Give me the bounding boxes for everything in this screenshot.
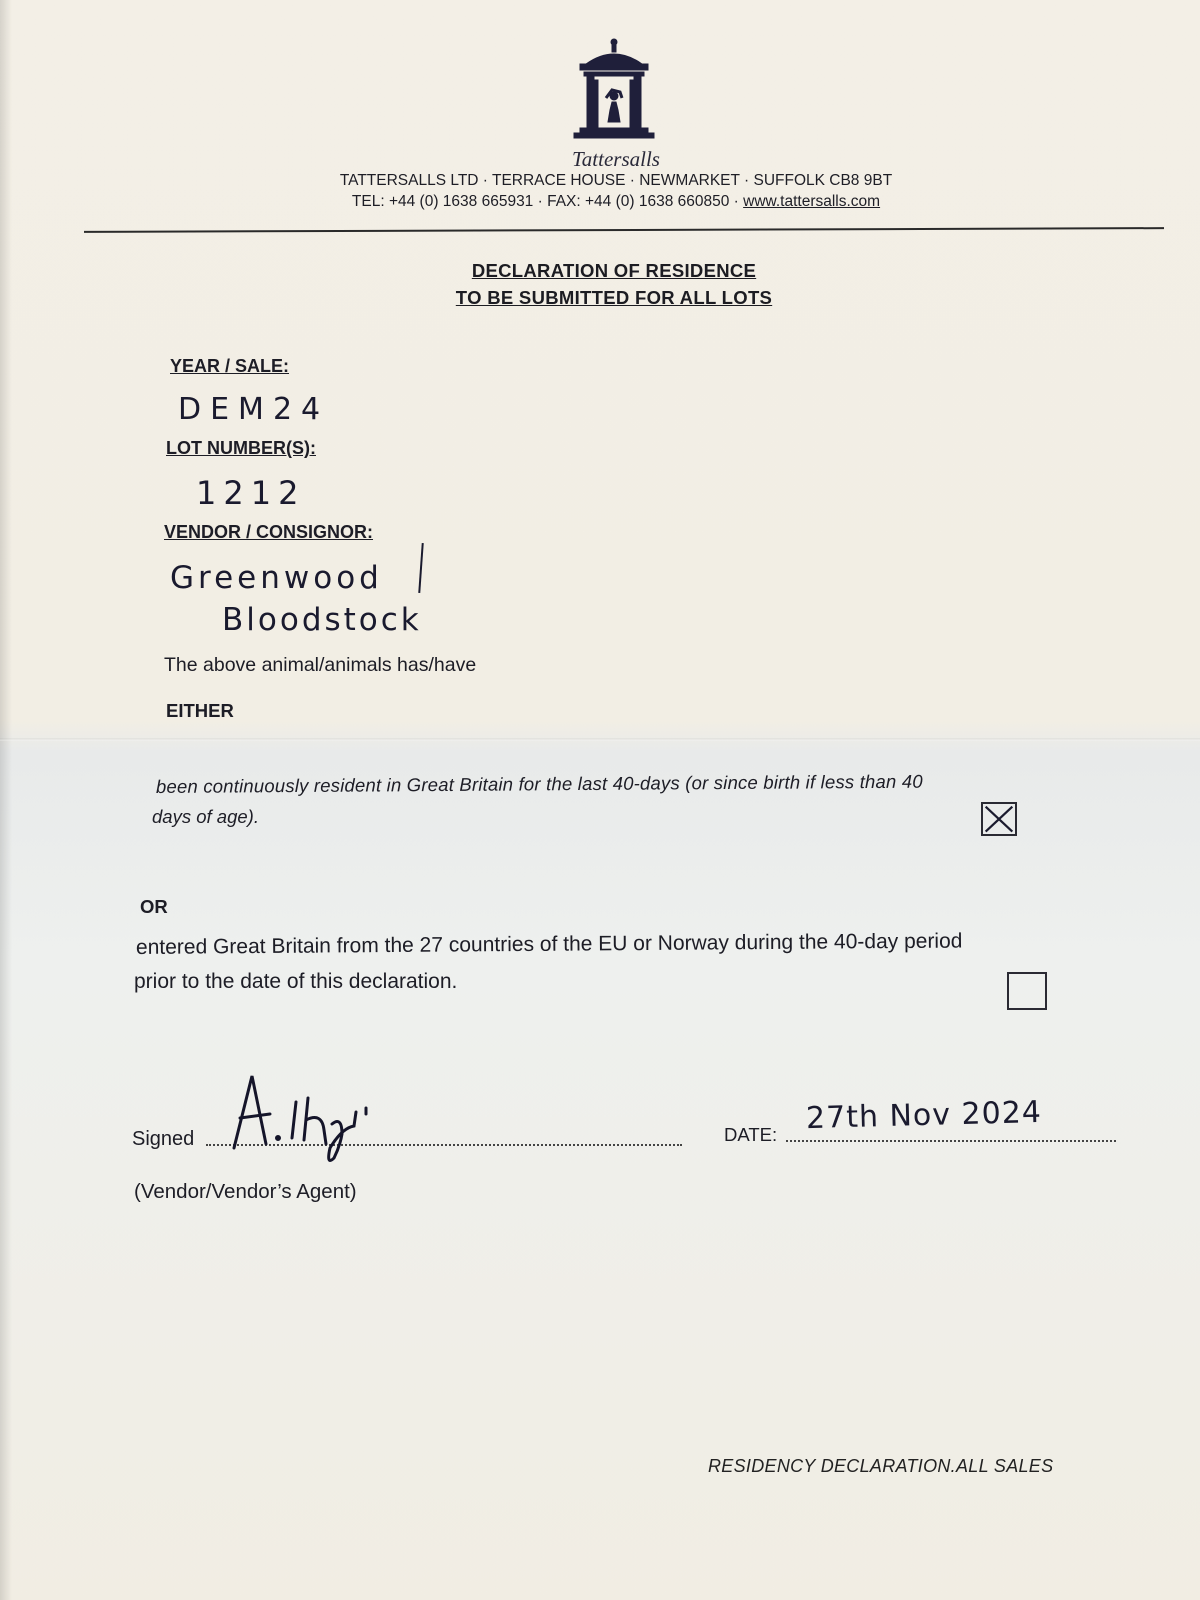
company-contact <box>0 193 1200 211</box>
checkmark-x-icon <box>983 804 1015 834</box>
or-label: OR <box>140 896 168 917</box>
handwriting-stroke <box>418 543 423 593</box>
option1-text-line2: days of age). <box>152 806 259 827</box>
paper-fold <box>0 738 1200 741</box>
signer-role: (Vendor/Vendor’s Agent) <box>134 1180 357 1203</box>
date-label: DATE: <box>724 1124 778 1145</box>
vendor-value-line1[interactable]: Greenwood <box>170 560 383 596</box>
year-sale-value[interactable]: DEM24 <box>178 392 330 427</box>
option2-text-line2: prior to the date of this declaration. <box>134 970 458 993</box>
date-line[interactable] <box>786 1140 1116 1142</box>
either-label: EITHER <box>166 700 234 721</box>
website-link[interactable]: www.tattersalls.com <box>743 193 881 210</box>
year-sale-label: YEAR / SALE: <box>170 356 290 376</box>
form-subtitle: TO BE SUBMITTED FOR ALL LOTS <box>455 287 773 308</box>
vendor-label: VENDOR / CONSIGNOR: <box>164 522 374 542</box>
paper-edge-shadow <box>0 0 12 1600</box>
option1-checkbox[interactable] <box>981 802 1017 836</box>
intro-text: The above animal/animals has/have <box>164 654 477 676</box>
vendor-value-line2[interactable]: Bloodstock <box>222 602 422 638</box>
date-value[interactable]: 27th Nov 2024 <box>805 1094 1043 1137</box>
contact-numbers: TEL: +44 (0) 1638 665931 · FAX: +44 (0) 1638 660850 · <box>351 193 744 210</box>
header-divider <box>84 227 1164 233</box>
lot-number-label: LOT NUMBER(S): <box>166 438 316 458</box>
company-address: TATTERSALLS LTD · TERRACE HOUSE · NEWMARKET · SUFFOLK CB8 9BT <box>339 172 893 189</box>
signed-label: Signed <box>132 1128 195 1150</box>
lot-number-value[interactable]: 1212 <box>196 474 306 512</box>
option2-checkbox[interactable] <box>1007 972 1047 1010</box>
form-footer-code: RESIDENCY DECLARATION.ALL SALES <box>708 1456 1054 1476</box>
tattersalls-logo-icon <box>572 36 656 146</box>
form-title: DECLARATION OF RESIDENCE <box>471 260 757 281</box>
signature-image <box>226 1068 396 1164</box>
option2-text-line1: entered Great Britain from the 27 countries of the EU or Norway during the 40-day period <box>135 929 963 959</box>
option1-text-line1: been continuously resident in Great Britain for the last 40-days (or since birth if less than 40 <box>155 770 923 797</box>
brand-name: Tattersalls <box>572 147 660 171</box>
